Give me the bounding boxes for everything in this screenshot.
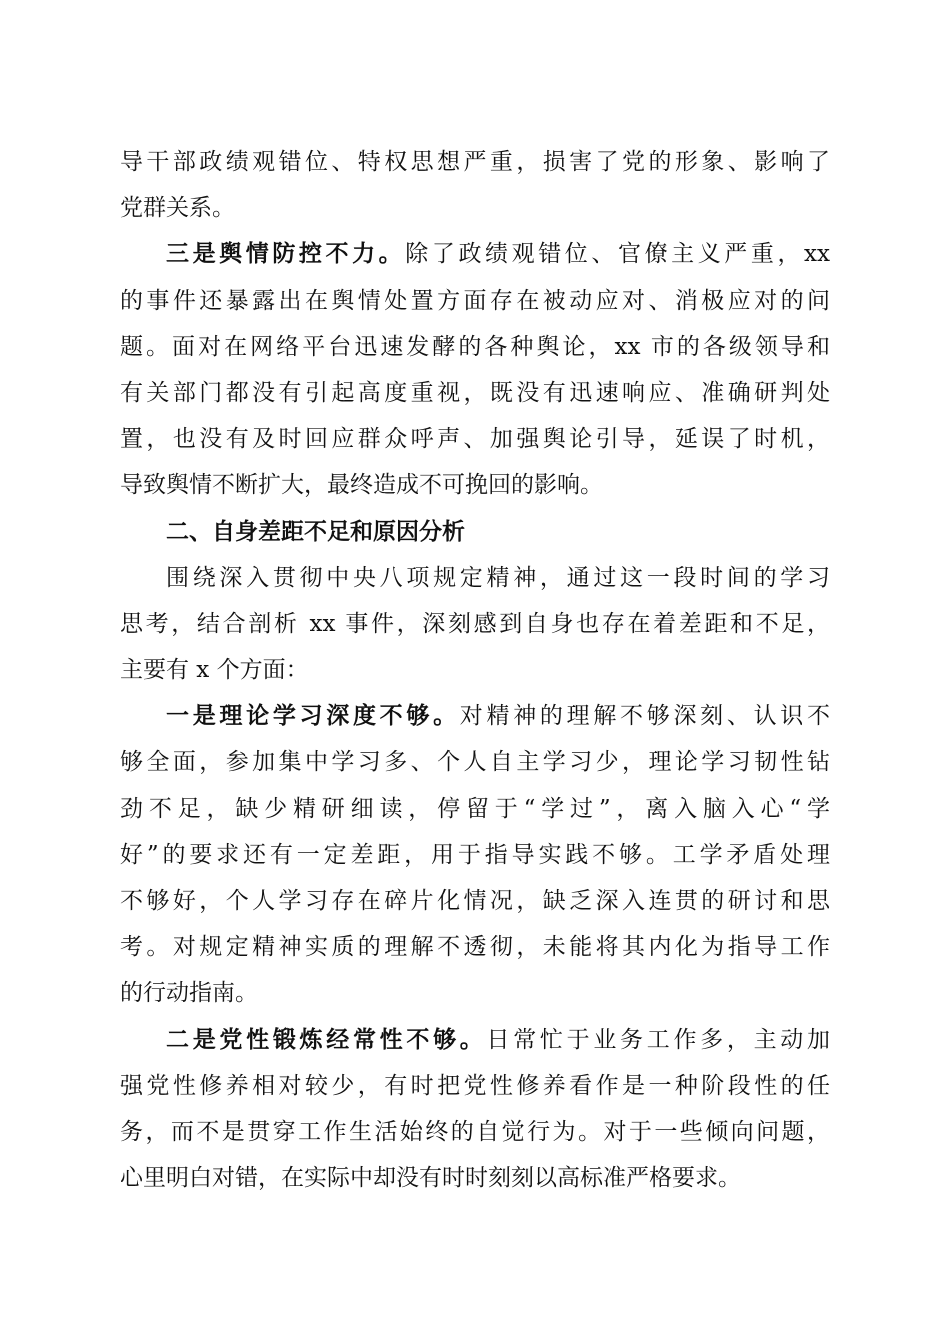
- text-line: 不够好，个人学习存在碎片化情况，缺乏深入连贯的研讨和思: [120, 888, 830, 914]
- text-line: 够全面，参加集中学习多、个人自主学习少，理论学习韧性钻: [120, 749, 830, 776]
- paragraph-lead-phrase: 一是理论学习深度不够。: [166, 703, 460, 730]
- text-segment: 日常忙于业务工作多，主动加: [486, 1026, 831, 1053]
- text-line: 有关部门都没有引起高度重视，既没有迅速响应、准确研判处: [120, 379, 830, 406]
- text-line: 好”的要求还有一定差距，用于指导实践不够。工学矛盾处理: [120, 841, 830, 868]
- text-line: 围绕深入贯彻中央八项规定精神，通过这一段时间的学习: [166, 564, 830, 591]
- text-line: 的行动指南。: [120, 980, 258, 1007]
- paragraph-first-line: [120, 1017, 830, 1063]
- paragraph-lead-phrase: 三是舆情防控不力。: [166, 241, 406, 268]
- text-line: 劲不足，缺少精研细读，停留于“学过”，离入脑入心“学: [120, 795, 830, 822]
- text-line: 的事件还暴露出在舆情处置方面存在被动应对、消极应对的问: [120, 287, 830, 314]
- section-heading: 二、自身差距不足和原因分析: [166, 518, 465, 545]
- text-line: 导致舆情不断扩大，最终造成不可挽回的影响。: [120, 472, 603, 499]
- paragraph-first-line: [120, 231, 830, 277]
- document-body: [120, 139, 830, 1201]
- text-line: 心里明白对错，在实际中却没有时时刻刻以高标准严格要求。: [120, 1165, 741, 1192]
- text-segment: 除了政绩观错位、官僚主义严重，xx: [405, 241, 831, 268]
- text-line: 思考，结合剖析 xx 事件，深刻感到自身也存在着差距和不足，: [120, 610, 830, 637]
- paragraph-lead-phrase: 二是党性锻炼经常性不够。: [166, 1026, 487, 1053]
- text-line: 导干部政绩观错位、特权思想严重，损害了党的形象、影响了: [120, 149, 830, 175]
- text-line: 考。对规定精神实质的理解不透彻，未能将其内化为指导工作: [120, 934, 830, 961]
- text-line: 党群关系。: [120, 195, 235, 222]
- text-line: 主要有 x 个方面：: [120, 657, 309, 684]
- text-line: 题。面对在网络平台迅速发酵的各种舆论，xx 市的各级领导和: [120, 333, 830, 360]
- text-line: 置，也没有及时回应群众呼声、加强舆论引导，延误了时机，: [120, 426, 830, 453]
- text-segment: 对精神的理解不够深刻、认识不: [459, 703, 831, 730]
- paragraph-first-line: [120, 693, 830, 739]
- text-line: 强党性修养相对较少，有时把党性修养看作是一种阶段性的任: [120, 1072, 830, 1099]
- text-line: 务，而不是贯穿工作生活始终的自觉行为。对于一些倾向问题，: [120, 1118, 830, 1145]
